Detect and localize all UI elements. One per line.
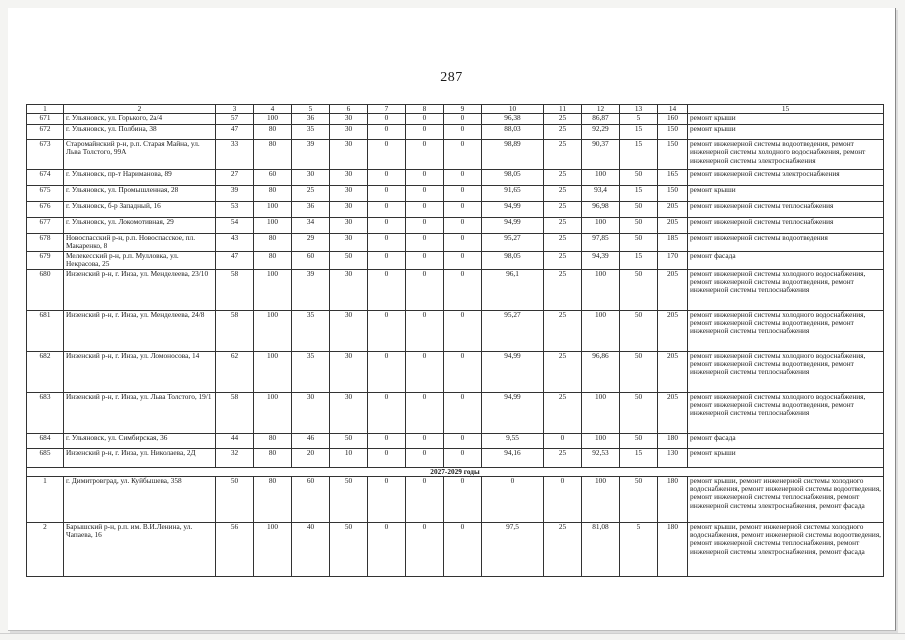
- cell-work-type: ремонт крыши, ремонт инженерной системы холодного водоснабжения, ремонт инженерной системы водоотведения, ремонт инженерной системы теплоснабжения, ремонт инженерной системы электроснабжения, ремонт фасада: [688, 522, 884, 576]
- cell-row-number: 680: [27, 269, 64, 310]
- table-row: [27, 125, 884, 140]
- table-row: [27, 448, 884, 467]
- table-row: [27, 269, 884, 310]
- cell-row-number: 672: [27, 125, 64, 140]
- cell-address: г. Ульяновск, ул. Промышленная, 28: [64, 186, 216, 202]
- cell-col-7: 0: [368, 140, 406, 170]
- cell-col-13: 50: [620, 476, 658, 522]
- cell-col-13: 15: [620, 186, 658, 202]
- table-row: [27, 170, 884, 186]
- column-number-5: 5: [292, 105, 330, 114]
- column-number-8: 8: [406, 105, 444, 114]
- cell-col-4: 100: [254, 310, 292, 351]
- cell-col-3: 56: [216, 522, 254, 576]
- cell-col-11: 25: [544, 170, 582, 186]
- column-number-9: 9: [444, 105, 482, 114]
- cell-col-7: 0: [368, 186, 406, 202]
- cell-col-6: 30: [330, 125, 368, 140]
- cell-col-5: 20: [292, 448, 330, 467]
- cell-address: Старомайнский р-н, р.п. Старая Майна, ул. Льва Толстого, 99А: [64, 140, 216, 170]
- column-number-3: 3: [216, 105, 254, 114]
- cell-col-6: 30: [330, 218, 368, 234]
- cell-work-type: ремонт инженерной системы теплоснабжения: [688, 202, 884, 218]
- cell-col-4: 80: [254, 448, 292, 467]
- cell-address: Инзенский р-н, г. Инза, ул. Менделеева, 24/8: [64, 310, 216, 351]
- cell-col-11: 25: [544, 234, 582, 252]
- cell-col-3: 43: [216, 234, 254, 252]
- column-number-13: 13: [620, 105, 658, 114]
- cell-col-11: 25: [544, 448, 582, 467]
- cell-col-11: 25: [544, 392, 582, 433]
- cell-col-9: 0: [444, 125, 482, 140]
- cell-col-8: 0: [406, 433, 444, 448]
- cell-col-12: 100: [582, 476, 620, 522]
- cell-col-14: 150: [658, 140, 688, 170]
- cell-col-8: 0: [406, 234, 444, 252]
- cell-col-12: 100: [582, 170, 620, 186]
- cell-col-9: 0: [444, 114, 482, 125]
- cell-col-7: 0: [368, 269, 406, 310]
- cell-col-6: 30: [330, 234, 368, 252]
- cell-address: Инзенский р-н, г. Инза, ул. Льва Толстого, 19/1: [64, 392, 216, 433]
- cell-work-type: ремонт инженерной системы электроснабжения: [688, 170, 884, 186]
- column-number-1: 1: [27, 105, 64, 114]
- cell-col-9: 0: [444, 202, 482, 218]
- cell-row-number: 685: [27, 448, 64, 467]
- cell-col-14: 205: [658, 351, 688, 392]
- cell-col-11: 25: [544, 186, 582, 202]
- cell-col-8: 0: [406, 251, 444, 269]
- cell-col-10: 98,05: [482, 170, 544, 186]
- cell-col-12: 100: [582, 310, 620, 351]
- cell-col-11: 25: [544, 202, 582, 218]
- cell-col-9: 0: [444, 218, 482, 234]
- cell-row-number: 673: [27, 140, 64, 170]
- cell-col-3: 39: [216, 186, 254, 202]
- cell-col-4: 80: [254, 234, 292, 252]
- cell-col-3: 58: [216, 269, 254, 310]
- cell-col-13: 50: [620, 310, 658, 351]
- cell-address: г. Ульяновск, ул. Горького, 2а/4: [64, 114, 216, 125]
- cell-col-13: 50: [620, 433, 658, 448]
- cell-row-number: 681: [27, 310, 64, 351]
- column-number-6: 6: [330, 105, 368, 114]
- cell-col-8: 0: [406, 392, 444, 433]
- cell-work-type: ремонт инженерной системы холодного водоснабжения, ремонт инженерной системы водоотведения, ремонт инженерной системы теплоснабжения: [688, 310, 884, 351]
- cell-col-6: 50: [330, 522, 368, 576]
- cell-col-7: 0: [368, 310, 406, 351]
- cell-col-11: 25: [544, 251, 582, 269]
- section-row: [27, 467, 884, 476]
- scan-artifact-line: [0, 633, 905, 634]
- cell-col-13: 50: [620, 170, 658, 186]
- cell-col-5: 39: [292, 140, 330, 170]
- cell-col-5: 34: [292, 218, 330, 234]
- cell-row-number: 675: [27, 186, 64, 202]
- cell-col-8: 0: [406, 351, 444, 392]
- table-row: [27, 218, 884, 234]
- cell-col-3: 58: [216, 310, 254, 351]
- cell-address: г. Ульяновск, ул. Симбирская, 36: [64, 433, 216, 448]
- cell-col-9: 0: [444, 310, 482, 351]
- cell-col-4: 60: [254, 170, 292, 186]
- cell-col-13: 15: [620, 140, 658, 170]
- cell-address: г. Ульяновск, б-р Западный, 16: [64, 202, 216, 218]
- cell-col-7: 0: [368, 218, 406, 234]
- cell-col-4: 80: [254, 251, 292, 269]
- cell-col-4: 100: [254, 522, 292, 576]
- cell-col-4: 100: [254, 269, 292, 310]
- cell-col-11: 0: [544, 433, 582, 448]
- cell-col-10: 95,27: [482, 234, 544, 252]
- cell-col-9: 0: [444, 234, 482, 252]
- cell-col-14: 205: [658, 310, 688, 351]
- cell-work-type: ремонт крыши, ремонт инженерной системы холодного водоснабжения, ремонт инженерной системы водоотведения, ремонт инженерной системы теплоснабжения, ремонт инженерной системы электроснабжения, ремонт фасада: [688, 476, 884, 522]
- column-number-4: 4: [254, 105, 292, 114]
- cell-col-4: 80: [254, 140, 292, 170]
- cell-col-11: 25: [544, 522, 582, 576]
- cell-col-3: 54: [216, 218, 254, 234]
- cell-work-type: ремонт инженерной системы холодного водоснабжения, ремонт инженерной системы водоотведения, ремонт инженерной системы теплоснабжения: [688, 269, 884, 310]
- cell-col-5: 29: [292, 234, 330, 252]
- cell-col-7: 0: [368, 234, 406, 252]
- cell-col-6: 50: [330, 251, 368, 269]
- cell-col-6: 50: [330, 476, 368, 522]
- cell-col-11: 25: [544, 269, 582, 310]
- cell-col-3: 47: [216, 251, 254, 269]
- cell-col-13: 50: [620, 218, 658, 234]
- table-body-2027-2029: [27, 476, 884, 576]
- cell-col-3: 27: [216, 170, 254, 186]
- cell-col-11: 25: [544, 310, 582, 351]
- cell-work-type: ремонт инженерной системы водоотведения: [688, 234, 884, 252]
- cell-col-7: 0: [368, 251, 406, 269]
- cell-col-12: 97,85: [582, 234, 620, 252]
- cell-col-10: 91,65: [482, 186, 544, 202]
- cell-col-7: 0: [368, 125, 406, 140]
- table-row: [27, 351, 884, 392]
- cell-col-6: 30: [330, 202, 368, 218]
- cell-col-6: 30: [330, 351, 368, 392]
- cell-work-type: ремонт крыши: [688, 186, 884, 202]
- cell-work-type: ремонт крыши: [688, 448, 884, 467]
- cell-col-3: 53: [216, 202, 254, 218]
- cell-row-number: 674: [27, 170, 64, 186]
- cell-col-14: 185: [658, 234, 688, 252]
- section-label: 2027-2029 годы: [27, 467, 884, 476]
- cell-col-7: 0: [368, 476, 406, 522]
- cell-col-4: 100: [254, 218, 292, 234]
- cell-address: Инзенский р-н, г. Инза, ул. Ломоносова, 14: [64, 351, 216, 392]
- table-row: [27, 234, 884, 252]
- cell-col-10: 9,55: [482, 433, 544, 448]
- page-number: 287: [440, 70, 463, 85]
- cell-col-8: 0: [406, 310, 444, 351]
- cell-col-4: 80: [254, 125, 292, 140]
- cell-col-7: 0: [368, 433, 406, 448]
- cell-col-4: 80: [254, 186, 292, 202]
- cell-col-10: 96,1: [482, 269, 544, 310]
- cell-col-12: 92,29: [582, 125, 620, 140]
- cell-col-9: 0: [444, 433, 482, 448]
- cell-col-8: 0: [406, 186, 444, 202]
- cell-col-5: 35: [292, 125, 330, 140]
- cell-col-10: 88,03: [482, 125, 544, 140]
- cell-col-11: 25: [544, 218, 582, 234]
- cell-col-14: 205: [658, 392, 688, 433]
- table-row: [27, 114, 884, 125]
- cell-col-7: 0: [368, 202, 406, 218]
- table-row: [27, 251, 884, 269]
- cell-col-10: 94,99: [482, 392, 544, 433]
- cell-col-8: 0: [406, 170, 444, 186]
- cell-address: Новоспасский р-н, р.п. Новоспасское, пл. Макаренко, 8: [64, 234, 216, 252]
- cell-row-number: 677: [27, 218, 64, 234]
- cell-col-14: 180: [658, 476, 688, 522]
- cell-col-13: 15: [620, 125, 658, 140]
- cell-address: г. Ульяновск, пр-т Нариманова, 89: [64, 170, 216, 186]
- cell-col-3: 33: [216, 140, 254, 170]
- cell-work-type: ремонт инженерной системы холодного водоснабжения, ремонт инженерной системы водоотведения, ремонт инженерной системы теплоснабжения: [688, 351, 884, 392]
- cell-col-9: 0: [444, 448, 482, 467]
- column-number-14: 14: [658, 105, 688, 114]
- table-row: [27, 202, 884, 218]
- cell-col-12: 81,08: [582, 522, 620, 576]
- table-row: [27, 310, 884, 351]
- cell-col-8: 0: [406, 125, 444, 140]
- cell-address: Барышский р-н, р.п. им. В.И.Ленина, ул. Чапаева, 16: [64, 522, 216, 576]
- cell-col-12: 96,98: [582, 202, 620, 218]
- cell-col-8: 0: [406, 218, 444, 234]
- cell-col-4: 100: [254, 202, 292, 218]
- cell-col-10: 97,5: [482, 522, 544, 576]
- cell-col-7: 0: [368, 170, 406, 186]
- column-number-2: 2: [64, 105, 216, 114]
- cell-col-3: 32: [216, 448, 254, 467]
- cell-row-number: 684: [27, 433, 64, 448]
- cell-col-10: 96,38: [482, 114, 544, 125]
- cell-col-12: 100: [582, 392, 620, 433]
- cell-work-type: ремонт инженерной системы теплоснабжения: [688, 218, 884, 234]
- table-row: [27, 522, 884, 576]
- cell-col-5: 35: [292, 351, 330, 392]
- cell-col-13: 15: [620, 448, 658, 467]
- cell-col-8: 0: [406, 202, 444, 218]
- cell-col-4: 100: [254, 392, 292, 433]
- cell-col-14: 205: [658, 202, 688, 218]
- cell-col-9: 0: [444, 186, 482, 202]
- cell-col-3: 57: [216, 114, 254, 125]
- cell-col-12: 90,37: [582, 140, 620, 170]
- cell-col-6: 30: [330, 269, 368, 310]
- cell-col-5: 39: [292, 269, 330, 310]
- cell-row-number: 676: [27, 202, 64, 218]
- cell-row-number: 671: [27, 114, 64, 125]
- cell-col-5: 60: [292, 251, 330, 269]
- cell-col-14: 205: [658, 218, 688, 234]
- cell-col-14: 150: [658, 186, 688, 202]
- table-row: [27, 140, 884, 170]
- cell-col-7: 0: [368, 351, 406, 392]
- cell-col-5: 36: [292, 202, 330, 218]
- column-number-12: 12: [582, 105, 620, 114]
- cell-row-number: 683: [27, 392, 64, 433]
- column-number-7: 7: [368, 105, 406, 114]
- cell-col-7: 0: [368, 114, 406, 125]
- table-row: [27, 392, 884, 433]
- cell-col-11: 25: [544, 125, 582, 140]
- cell-col-8: 0: [406, 269, 444, 310]
- cell-col-14: 150: [658, 125, 688, 140]
- cell-col-7: 0: [368, 448, 406, 467]
- cell-col-4: 80: [254, 433, 292, 448]
- cell-col-10: 94,16: [482, 448, 544, 467]
- cell-col-10: 94,99: [482, 202, 544, 218]
- cell-col-8: 0: [406, 476, 444, 522]
- cell-col-9: 0: [444, 522, 482, 576]
- cell-col-12: 92,53: [582, 448, 620, 467]
- cell-col-4: 100: [254, 351, 292, 392]
- cell-col-10: 94,99: [482, 218, 544, 234]
- table-row: [27, 476, 884, 522]
- cell-col-13: 5: [620, 114, 658, 125]
- cell-col-7: 0: [368, 522, 406, 576]
- cell-row-number: 2: [27, 522, 64, 576]
- cell-col-8: 0: [406, 522, 444, 576]
- cell-address: г. Димитровград, ул. Куйбышева, 358: [64, 476, 216, 522]
- cell-col-5: 30: [292, 392, 330, 433]
- cell-col-13: 50: [620, 269, 658, 310]
- cell-col-13: 15: [620, 251, 658, 269]
- cell-row-number: 679: [27, 251, 64, 269]
- housing-repair-table: [26, 104, 884, 577]
- cell-col-12: 94,39: [582, 251, 620, 269]
- cell-col-14: 130: [658, 448, 688, 467]
- cell-work-type: ремонт крыши: [688, 114, 884, 125]
- cell-address: Инзенский р-н, г. Инза, ул. Николаева, 2Д: [64, 448, 216, 467]
- cell-address: г. Ульяновск, ул. Полбина, 38: [64, 125, 216, 140]
- table-row: [27, 186, 884, 202]
- cell-work-type: ремонт инженерной системы холодного водоснабжения, ремонт инженерной системы водоотведения, ремонт инженерной системы теплоснабжения: [688, 392, 884, 433]
- cell-col-13: 50: [620, 351, 658, 392]
- cell-col-5: 25: [292, 186, 330, 202]
- column-number-row: [27, 105, 884, 114]
- cell-col-6: 30: [330, 186, 368, 202]
- cell-col-3: 62: [216, 351, 254, 392]
- column-number-10: 10: [482, 105, 544, 114]
- cell-col-14: 165: [658, 170, 688, 186]
- cell-address: Мелекесский р-н, р.п. Мулловка, ул. Некрасова, 25: [64, 251, 216, 269]
- document-page: [8, 8, 896, 631]
- cell-col-9: 0: [444, 392, 482, 433]
- cell-col-9: 0: [444, 140, 482, 170]
- cell-col-10: 98,89: [482, 140, 544, 170]
- cell-col-14: 205: [658, 269, 688, 310]
- cell-col-14: 170: [658, 251, 688, 269]
- cell-col-6: 30: [330, 392, 368, 433]
- column-number-11: 11: [544, 105, 582, 114]
- cell-col-6: 30: [330, 114, 368, 125]
- cell-col-14: 180: [658, 433, 688, 448]
- cell-col-4: 80: [254, 476, 292, 522]
- cell-col-11: 25: [544, 351, 582, 392]
- cell-col-10: 0: [482, 476, 544, 522]
- cell-address: Инзенский р-н, г. Инза, ул. Менделеева, 23/10: [64, 269, 216, 310]
- table-row: [27, 433, 884, 448]
- cell-col-6: 50: [330, 433, 368, 448]
- cell-col-3: 50: [216, 476, 254, 522]
- cell-col-13: 50: [620, 202, 658, 218]
- cell-col-10: 94,99: [482, 351, 544, 392]
- cell-col-5: 60: [292, 476, 330, 522]
- cell-address: г. Ульяновск, ул. Локомотивная, 29: [64, 218, 216, 234]
- cell-col-5: 46: [292, 433, 330, 448]
- cell-row-number: 678: [27, 234, 64, 252]
- cell-col-11: 25: [544, 140, 582, 170]
- cell-col-14: 180: [658, 522, 688, 576]
- cell-col-3: 58: [216, 392, 254, 433]
- cell-col-9: 0: [444, 170, 482, 186]
- cell-col-5: 40: [292, 522, 330, 576]
- cell-col-12: 100: [582, 433, 620, 448]
- cell-col-9: 0: [444, 251, 482, 269]
- cell-col-10: 95,27: [482, 310, 544, 351]
- cell-col-6: 30: [330, 170, 368, 186]
- cell-work-type: ремонт фасада: [688, 433, 884, 448]
- cell-col-5: 30: [292, 170, 330, 186]
- cell-col-9: 0: [444, 476, 482, 522]
- cell-work-type: ремонт фасада: [688, 251, 884, 269]
- cell-col-6: 10: [330, 448, 368, 467]
- cell-col-11: 0: [544, 476, 582, 522]
- cell-col-12: 96,86: [582, 351, 620, 392]
- cell-col-4: 100: [254, 114, 292, 125]
- cell-col-7: 0: [368, 392, 406, 433]
- cell-col-6: 30: [330, 310, 368, 351]
- column-number-15: 15: [688, 105, 884, 114]
- cell-col-14: 160: [658, 114, 688, 125]
- cell-col-8: 0: [406, 448, 444, 467]
- cell-row-number: 682: [27, 351, 64, 392]
- table-body-main: [27, 114, 884, 468]
- cell-col-9: 0: [444, 269, 482, 310]
- cell-col-12: 100: [582, 218, 620, 234]
- cell-col-5: 36: [292, 114, 330, 125]
- cell-col-8: 0: [406, 140, 444, 170]
- cell-col-9: 0: [444, 351, 482, 392]
- cell-work-type: ремонт инженерной системы водоотведения, ремонт инженерной системы холодного водоснабжения, ремонт инженерной системы электроснабжения: [688, 140, 884, 170]
- cell-col-8: 0: [406, 114, 444, 125]
- cell-work-type: ремонт крыши: [688, 125, 884, 140]
- cell-col-12: 93,4: [582, 186, 620, 202]
- cell-col-5: 35: [292, 310, 330, 351]
- cell-col-12: 100: [582, 269, 620, 310]
- cell-col-13: 50: [620, 234, 658, 252]
- cell-col-6: 30: [330, 140, 368, 170]
- cell-row-number: 1: [27, 476, 64, 522]
- cell-col-3: 44: [216, 433, 254, 448]
- cell-col-13: 50: [620, 392, 658, 433]
- cell-col-10: 98,05: [482, 251, 544, 269]
- cell-col-11: 25: [544, 114, 582, 125]
- cell-col-13: 5: [620, 522, 658, 576]
- cell-col-12: 86,87: [582, 114, 620, 125]
- cell-col-3: 47: [216, 125, 254, 140]
